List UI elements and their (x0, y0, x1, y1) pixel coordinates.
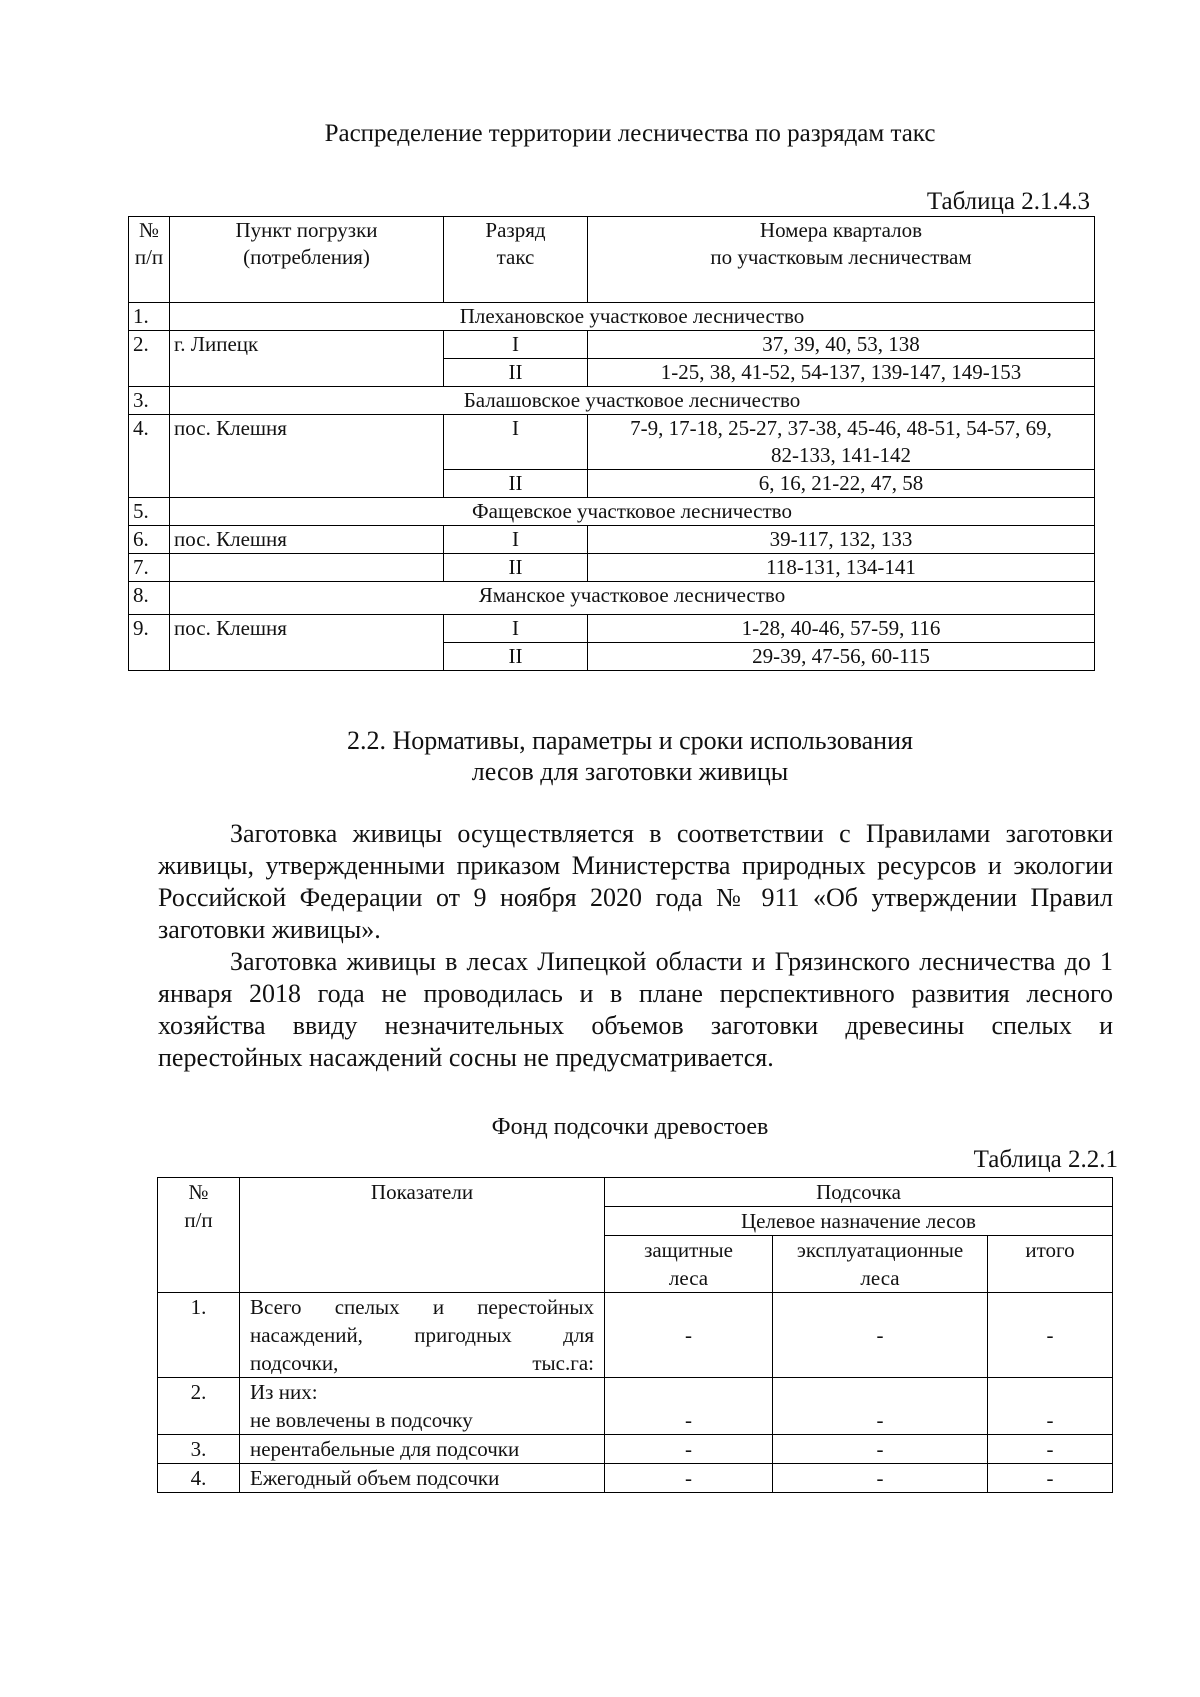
header-tapping: Подсочка (605, 1178, 1113, 1207)
table-row (129, 615, 1095, 643)
table1-caption: Распределение территории лесничества по разрядам такс (324, 120, 936, 147)
table-row (158, 1378, 1113, 1435)
exploitation-value: - (773, 1464, 988, 1493)
table-header-row (129, 217, 1095, 303)
table2-label: Таблица 2.2.1 (973, 1146, 1118, 1173)
row-num: 1. (129, 303, 170, 331)
section-heading: 2.2. Нормативы, параметры и сроки использования лесов для заготовки живицы (347, 726, 913, 786)
header-total: итого (988, 1236, 1113, 1293)
row-num: 8. (129, 582, 170, 615)
header-tax-rank: Разряд такс (444, 217, 588, 303)
protective-value: - (605, 1378, 773, 1435)
tax-rank-table (128, 216, 1095, 671)
indicator: нерентабельные для подсочки (240, 1435, 605, 1464)
tax-rank: I (444, 331, 588, 359)
section-title: Плехановское участковое лесничество (170, 303, 1095, 331)
row-num: 4. (129, 415, 170, 498)
row-num: 3. (129, 387, 170, 415)
table-row (129, 387, 1095, 415)
tax-rank: I (444, 415, 588, 470)
row-num: 1. (158, 1293, 240, 1378)
row-num: 7. (129, 554, 170, 582)
indicator: Ежегодный объем подсочки (240, 1464, 605, 1493)
header-num: № п/п (129, 217, 170, 303)
header-exploitation-forests: эксплуатационные леса (773, 1236, 988, 1293)
table-row (129, 582, 1095, 615)
exploitation-value: - (773, 1435, 988, 1464)
header-protective-forests: защитные леса (605, 1236, 773, 1293)
row-num: 5. (129, 498, 170, 526)
paragraph-1: Заготовка живицы осуществляется в соответствии с Правилами заготовки живицы, утвержденными приказом Министерства природных ресурсов и экологии Российской Федерации от 9 ноября 2020 года № 911 «Об утверждении Правил заготовки живицы». (158, 819, 1113, 944)
quarter-numbers: 29-39, 47-56, 60-115 (588, 643, 1095, 671)
total-value: - (988, 1293, 1113, 1378)
tax-rank: I (444, 526, 588, 554)
quarter-numbers: 118-131, 134-141 (588, 554, 1095, 582)
tax-rank: I (444, 615, 588, 643)
row-num: 4. (158, 1464, 240, 1493)
loading-point: пос. Клешня (170, 415, 444, 498)
protective-value: - (605, 1293, 773, 1378)
row-num: 2. (158, 1378, 240, 1435)
table-row (129, 498, 1095, 526)
table-row (129, 303, 1095, 331)
header-forest-purpose: Целевое назначение лесов (605, 1207, 1113, 1236)
loading-point: г. Липецк (170, 331, 444, 387)
tax-rank: II (444, 554, 588, 582)
table-row (158, 1293, 1113, 1378)
row-num: 2. (129, 331, 170, 387)
header-quarter-numbers: Номера кварталов по участковым лесничествам (588, 217, 1095, 303)
section-title: Яманское участковое лесничество (170, 582, 1095, 615)
table-row (129, 331, 1095, 359)
indicator: Из них: не вовлечены в подсочку (240, 1378, 605, 1435)
table-row (158, 1435, 1113, 1464)
paragraph-2: Заготовка живицы в лесах Липецкой области и Грязинского лесничества до 1 января 2018 года не проводилась и в плане перспективного развития лесного хозяйства ввиду незначительных объемов заготовки древесины спелых и перестойных насаждений сосны не предусматривается. (158, 947, 1113, 1072)
quarter-numbers: 1-28, 40-46, 57-59, 116 (588, 615, 1095, 643)
section-title: Фащевское участковое лесничество (170, 498, 1095, 526)
tax-rank: II (444, 643, 588, 671)
header-loading-point: Пункт погрузки (потребления) (170, 217, 444, 303)
table-row (129, 415, 1095, 470)
loading-point: пос. Клешня (170, 615, 444, 671)
table1-label: Таблица 2.1.4.3 (926, 188, 1090, 215)
section-title: Балашовское участковое лесничество (170, 387, 1095, 415)
tax-rank: II (444, 359, 588, 387)
tapping-fund-table (157, 1177, 1113, 1493)
quarter-numbers: 1-25, 38, 41-52, 54-137, 139-147, 149-153 (588, 359, 1095, 387)
table2-caption: Фонд подсочки древостоев (491, 1114, 769, 1140)
table-row (129, 526, 1095, 554)
protective-value: - (605, 1435, 773, 1464)
protective-value: - (605, 1464, 773, 1493)
row-num: 3. (158, 1435, 240, 1464)
indicator: Всего спелых и перестойных насаждений, пригодных для подсочки, тыс.га: (240, 1293, 605, 1378)
quarter-numbers: 39-117, 132, 133 (588, 526, 1095, 554)
quarter-numbers: 37, 39, 40, 53, 138 (588, 331, 1095, 359)
loading-point: пос. Клешня (170, 526, 444, 554)
header-num: № п/п (158, 1178, 240, 1293)
exploitation-value: - (773, 1293, 988, 1378)
table-row (158, 1464, 1113, 1493)
row-num: 6. (129, 526, 170, 554)
table-header-row (158, 1178, 1113, 1207)
total-value: - (988, 1464, 1113, 1493)
total-value: - (988, 1378, 1113, 1435)
header-indicators: Показатели (240, 1178, 605, 1293)
row-num: 9. (129, 615, 170, 671)
quarter-numbers: 7-9, 17-18, 25-27, 37-38, 45-46, 48-51, 54-57, 69, 82-133, 141-142 (588, 415, 1095, 470)
quarter-numbers: 6, 16, 21-22, 47, 58 (588, 470, 1095, 498)
exploitation-value: - (773, 1378, 988, 1435)
body-text (158, 818, 1113, 1074)
loading-point (170, 554, 444, 582)
tax-rank: II (444, 470, 588, 498)
total-value: - (988, 1435, 1113, 1464)
table-row (129, 554, 1095, 582)
